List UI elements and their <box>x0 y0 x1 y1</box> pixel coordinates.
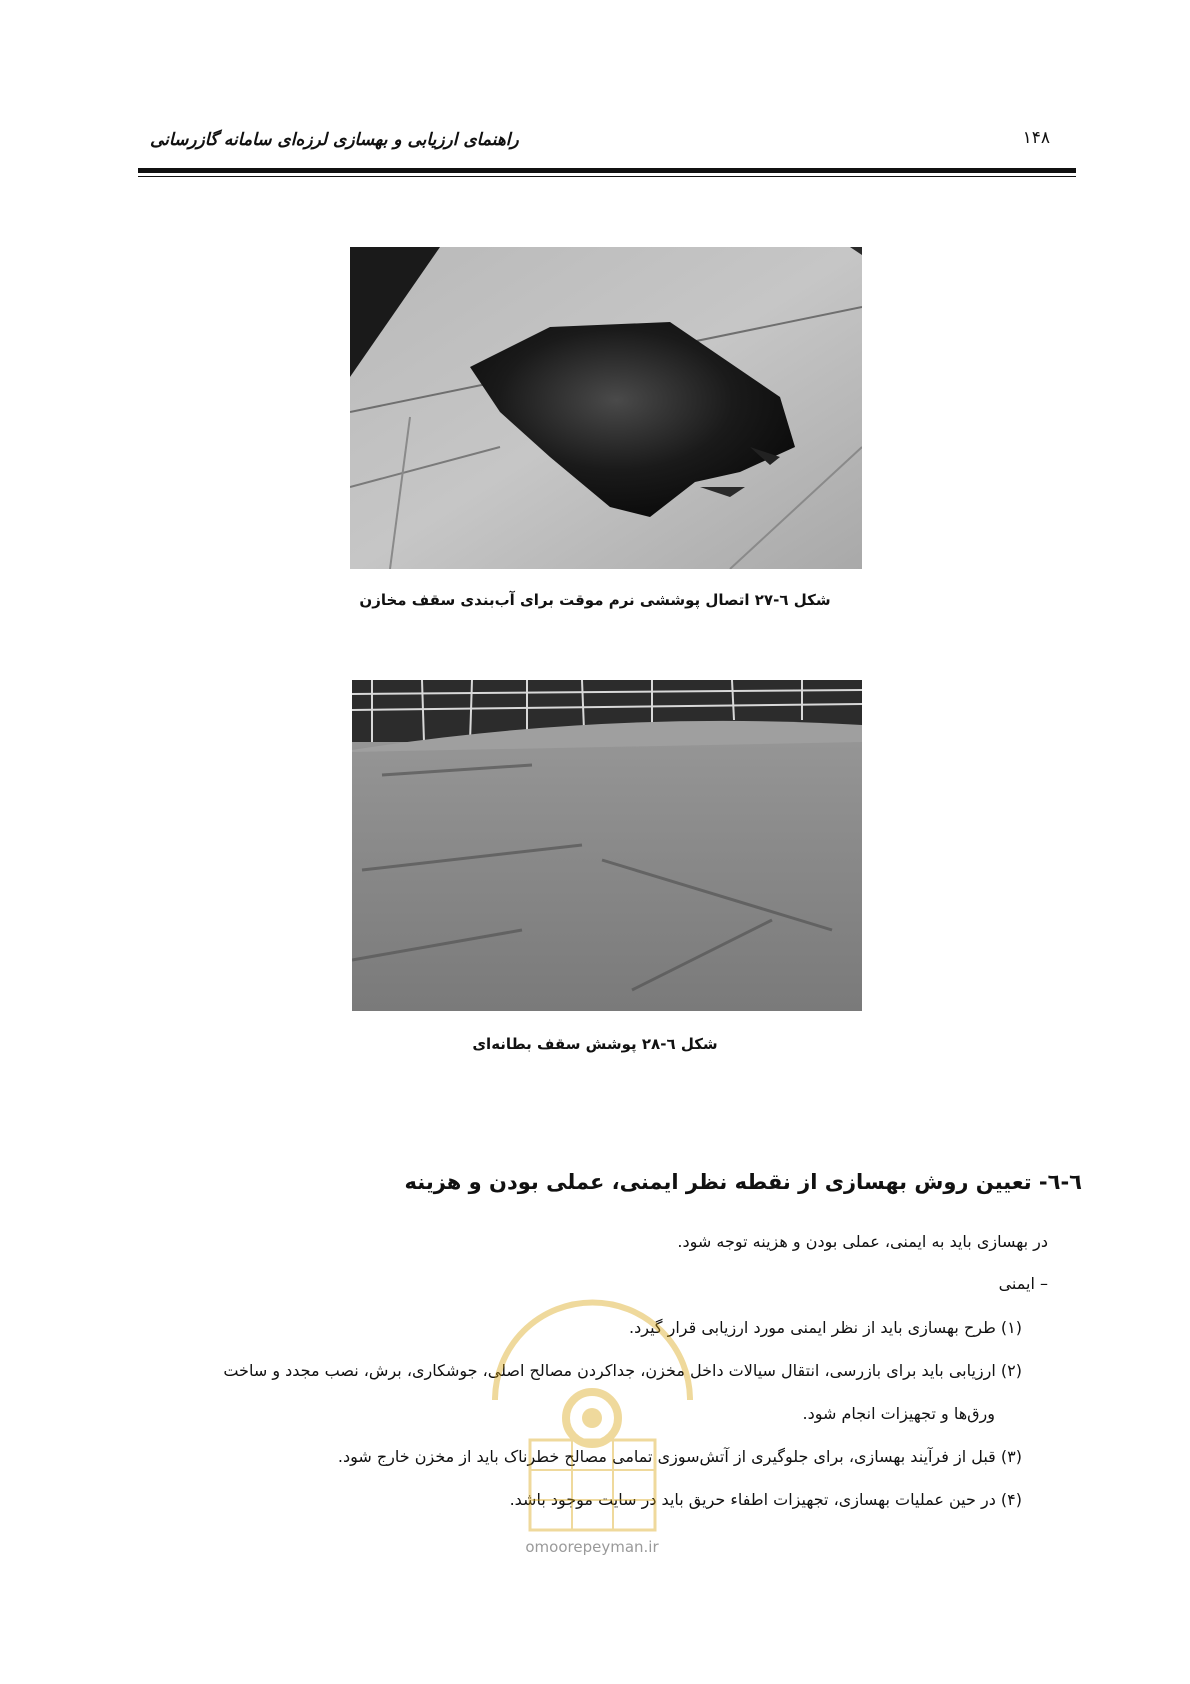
list-item: (۲) ارزیابی باید برای بازرسی، انتقال سیالات داخل مخزن، جداکردن مصالح اصلی، جوشکاری، برش، نصب مجدد و ساخت <box>223 1361 1022 1380</box>
figure-caption: شکل ٦-٢٧ اتصال پوششی نرم موقت برای آب‌بندی سقف مخازن <box>359 591 831 609</box>
bullet-item: – ایمنی <box>998 1274 1048 1293</box>
list-item: (۱) طرح بهسازی باید از نظر ایمنی مورد ارزیابی قرار گیرد. <box>629 1318 1022 1337</box>
photo-tank-roof-pontoon <box>352 680 862 1011</box>
paragraph: در بهسازی باید به ایمنی، عملی بودن و هزینه توجه شود. <box>677 1232 1048 1251</box>
running-header-title: راهنمای ارزیابی و بهسازی لرزه‌ای سامانه گازرسانی <box>150 130 519 150</box>
header-rule-thick <box>138 168 1076 173</box>
photo-tank-roof-patch <box>350 247 862 569</box>
watermark-logo <box>485 1290 700 1560</box>
watermark-site: omoorepeyman.ir <box>525 1538 659 1556</box>
list-item-continuation: ورق‌ها و تجهیزات انجام شود. <box>802 1404 995 1423</box>
list-item: (۴) در حین عملیات بهسازی، تجهیزات اطفاء حریق باید در سایت موجود باشد. <box>509 1490 1022 1509</box>
list-item: (۳) قبل از فرآیند بهسازی، برای جلوگیری از آتش‌سوزی تمامی مصالح خطرناک باید از مخزن خارج شود. <box>337 1447 1022 1466</box>
figure-caption: شکل ٦-٢٨ پوشش سقف بطانه‌ای <box>472 1035 718 1053</box>
header-rule-thin <box>138 176 1076 177</box>
page-number: ۱۴۸ <box>1022 128 1050 148</box>
section-heading: ٦-٦- تعیین روش بهسازی از نقطه نظر ایمنی، عملی بودن و هزینه <box>404 1170 1082 1194</box>
